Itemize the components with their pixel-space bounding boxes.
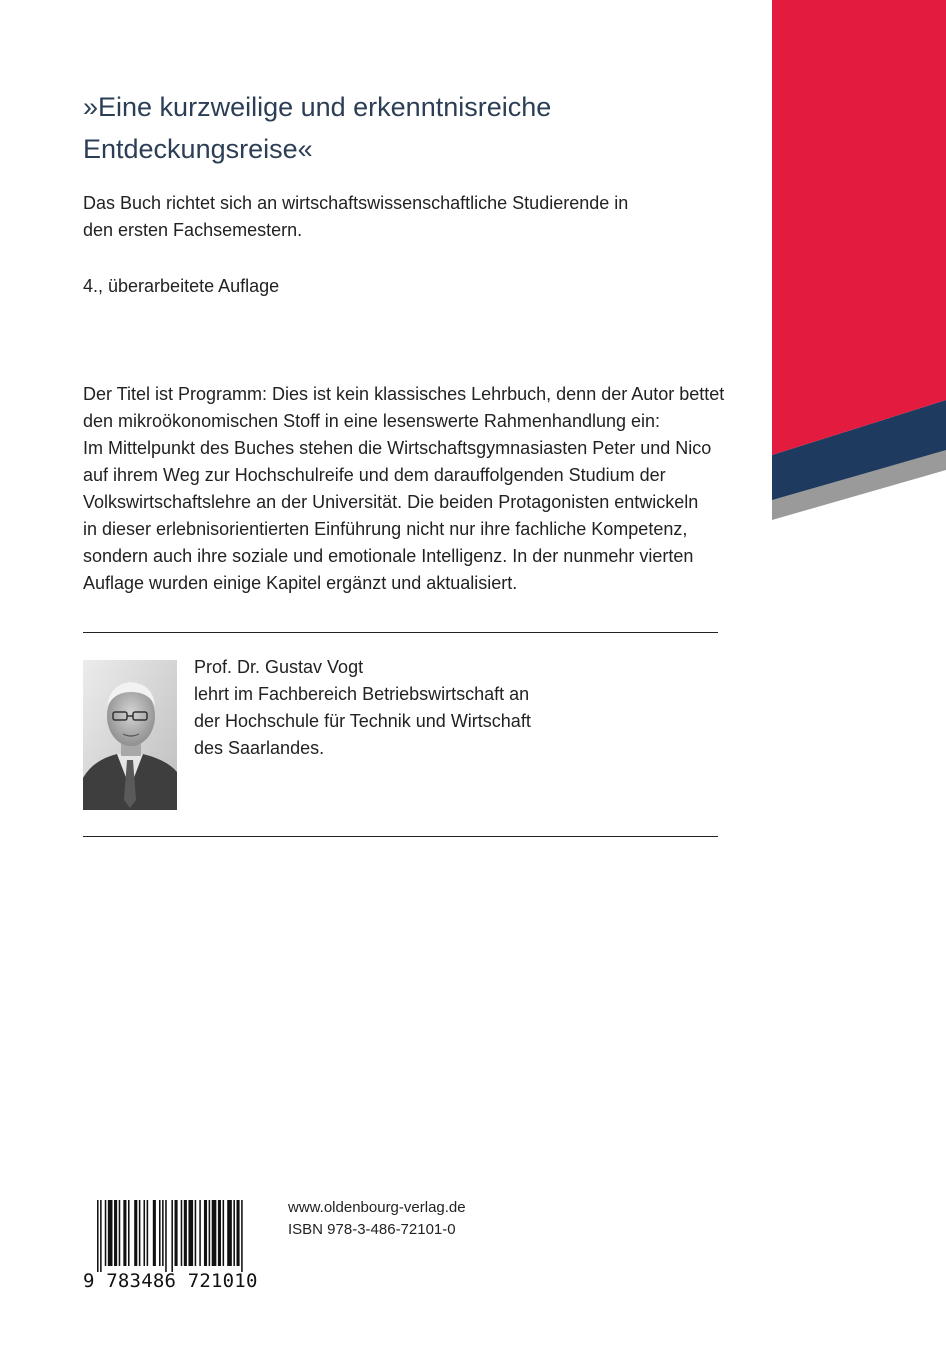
description-line: Auflage wurden einige Kapitel ergänzt und aktualisiert. [83, 573, 518, 593]
author-name: Prof. Dr. Gustav Vogt [194, 657, 364, 677]
barcode-bar [162, 1200, 164, 1266]
barcode-bar [223, 1200, 225, 1266]
barcode-bar [241, 1200, 243, 1272]
barcode-bar [139, 1200, 141, 1266]
description-line: sondern auch ihre soziale und emotionale Intelligenz. In der nunmehr vierten [83, 546, 694, 566]
barcode-bar [123, 1200, 126, 1266]
barcode-bar [227, 1200, 232, 1266]
author-info [194, 654, 644, 762]
publisher-info [288, 1197, 466, 1241]
description-line: Volkswirtschaftslehre an der Universität. Die beiden Protagonisten entwickeln [83, 492, 699, 512]
tagline-line-2: Entdeckungsreise« [83, 134, 313, 164]
barcode-bar [147, 1200, 149, 1266]
barcode-bar [233, 1200, 235, 1266]
barcode-bar [181, 1200, 183, 1266]
barcode-bar [153, 1200, 156, 1266]
description-line: Der Titel ist Programm: Dies ist kein klassisches Lehrbuch, denn der Autor bettet [83, 384, 725, 404]
barcode-bar [204, 1200, 207, 1266]
barcode-bar [218, 1200, 221, 1266]
barcode-bar [188, 1200, 193, 1266]
author-bio-line: lehrt im Fachbereich Betriebswirtschaft an [194, 684, 530, 704]
barcode-bar [100, 1200, 102, 1272]
barcode-bar [195, 1200, 197, 1266]
barcode-bar [134, 1200, 137, 1266]
publisher-website: www.oldenbourg-verlag.de [288, 1199, 466, 1216]
barcode-bar [97, 1200, 99, 1272]
barcode-bar [237, 1200, 240, 1266]
barcode-bar [165, 1200, 167, 1272]
target-audience [83, 190, 743, 244]
tagline-line-1: »Eine kurzweilige und erkenntnisreiche [83, 92, 552, 122]
barcode-bar [212, 1200, 217, 1266]
description-line: Im Mittelpunkt des Buches stehen die Wirtschaftsgymnasiasten Peter und Nico [83, 438, 712, 458]
barcode-bar [171, 1200, 173, 1272]
author-photo [83, 660, 177, 810]
description-line: in dieser erlebnisorientierten Einführung nicht nur ihre fachliche Kompetenz, [83, 519, 688, 539]
description-line: auf ihrem Weg zur Hochschulreife und dem darauffolgenden Studium der [83, 465, 666, 485]
barcode-bar [114, 1200, 117, 1266]
description-line: den mikroökonomischen Stoff in eine lesenswerte Rahmenhandlung ein: [83, 411, 661, 431]
author-bio-line: des Saarlandes. [194, 738, 325, 758]
barcode-bar [128, 1200, 130, 1266]
barcode-bar [159, 1200, 161, 1266]
divider-bottom [83, 836, 718, 837]
cover-corner-graphic [772, 0, 946, 520]
book-description [83, 381, 763, 597]
barcode-bars [83, 1200, 249, 1272]
barcode-bar [184, 1200, 187, 1266]
edition-note: 4., überarbeitete Auflage [83, 276, 280, 296]
barcode-bar [144, 1200, 146, 1266]
barcode-bar [108, 1200, 113, 1266]
divider-top [83, 632, 718, 633]
barcode-bar [199, 1200, 201, 1266]
audience-line-1: Das Buch richtet sich an wirtschaftswissenschaftliche Studierende in [83, 193, 629, 213]
isbn-number: ISBN 978-3-486-72101-0 [288, 1221, 456, 1238]
author-portrait-illustration [83, 660, 177, 810]
audience-line-2: den ersten Fachsemestern. [83, 220, 303, 240]
barcode-bar [119, 1200, 121, 1266]
cover-tagline [83, 86, 743, 170]
barcode-digits: 9 783486 721010 [83, 1270, 258, 1292]
barcode-bar [175, 1200, 178, 1266]
barcode-bar [105, 1200, 107, 1266]
corner-red-block [772, 0, 946, 455]
isbn-barcode [83, 1200, 258, 1292]
author-bio-line: der Hochschule für Technik und Wirtschaft [194, 711, 531, 731]
barcode-bar [209, 1200, 211, 1266]
